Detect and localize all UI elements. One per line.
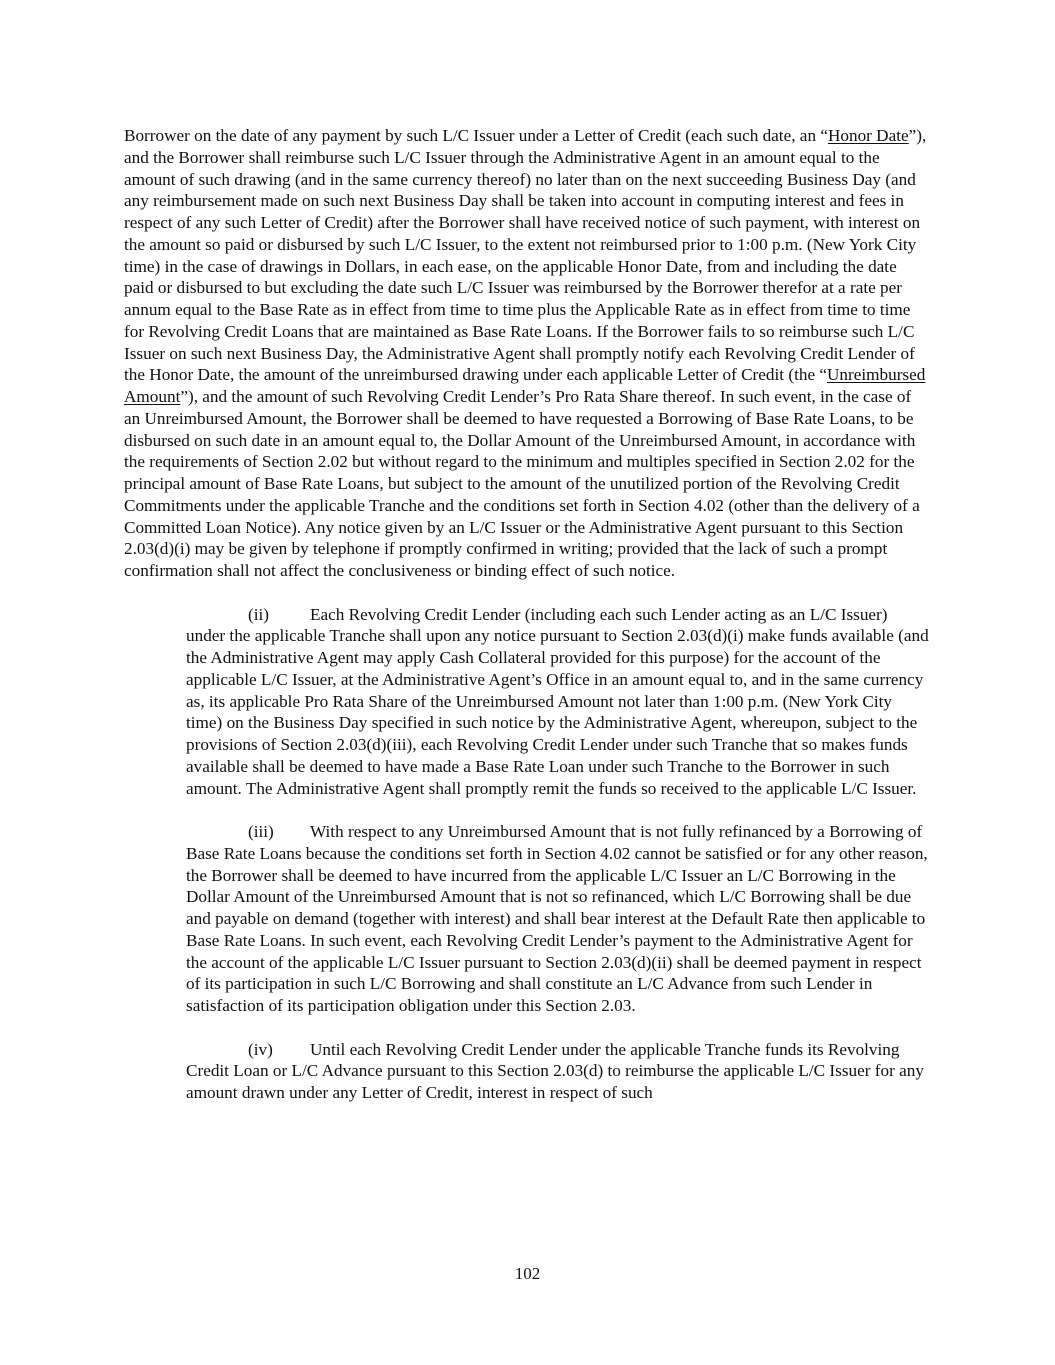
subparagraph-numeral: (ii): [248, 604, 269, 624]
page-number: 102: [514, 1264, 541, 1283]
subparagraph-iv: [186, 1039, 930, 1104]
document-body: [124, 125, 930, 1104]
paragraph-text: Borrower on the date of any payment by such L/C Issuer under a Letter of Credit (each such date, an “: [124, 126, 828, 145]
subparagraph-numeral: (iii): [248, 822, 274, 841]
paragraph-text: ”), and the Borrower shall reimburse such L/C Issuer through the Administrative Agent in an amount equal to the amount of such drawing (and in the same currency thereof) no later than on the next succeeding Business Day (and any reimbursement made on such next Business Day shall be taken into account in computing interest and fees in respect of any such Letter of Credit) after the Borrower shall have received notice of such payment, with interest on the amount so paid or disbursed by such L/C Issuer, to the extent not reimbursed prior to 1:00 p.m. (New York City time) in the case of drawings in Dollars, in each ease, on the applicable Honor Date, from and including the date paid or disbursed to but excluding the date such L/C Issuer was reimbursed by the Borrower therefor at a rate per annum equal to the Base Rate as in effect from time to time plus the Applicable Rate as in effect from time to time for Revolving Credit Loans that are maintained as Base Rate Loans. If the Borrower fails to so reimburse such L/C Issuer on such next Business Day, the Administrative Agent shall promptly notify each Revolving Credit Lender of the Honor Date, the amount of the unreimbursed drawing under each applicable Letter of Credit (the “: [124, 126, 927, 385]
subparagraph-text: Until each Revolving Credit Lender under the applicable Tranche funds its Revolving Credit Loan or L/C Advance pursuant to this Section 2.03(d) to reimburse the applicable L/C Issuer for any amount drawn under any Letter of Credit, interest in respect of such: [186, 1039, 924, 1102]
defined-term-unreimbursed-amount: Unreimbursed Amount: [124, 365, 926, 406]
defined-term-honor-date: Honor Date: [827, 126, 909, 145]
subparagraph-ii: [186, 604, 930, 800]
paragraph-continuation: [124, 125, 930, 582]
subparagraph-iii: [186, 821, 930, 1017]
subparagraph-numeral: (iv): [248, 1039, 273, 1059]
subparagraph-text: Each Revolving Credit Lender (including each such Lender acting as an L/C Issuer) under the applicable Tranche shall upon any notice pursuant to Section 2.03(d)(i) make funds available (and the Administrative Agent may apply Cash Collateral provided for this purpose) for the account of the applicable L/C Issuer, at the Administrative Agent’s Office in an amount equal to, and in the same currency as, its applicable Pro Rata Share of the Unreimbursed Amount not later than 1:00 p.m. (New York City time) on the Business Day specified in such notice by the Administrative Agent, whereupon, subject to the provisions of Section 2.03(d)(iii), each Revolving Credit Lender under such Tranche that so makes funds available shall be deemed to have made a Base Rate Loan under such Tranche to the Borrower in such amount. The Administrative Agent shall promptly remit the funds so received to the applicable L/C Issuer.: [186, 604, 929, 798]
paragraph-text: ”), and the amount of such Revolving Credit Lender’s Pro Rata Share thereof. In such event, in the case of an Unreimbursed Amount, the Borrower shall be deemed to have requested a Borrowing of Base Rate Loans, to be disbursed on such date in an amount equal to, the Dollar Amount of the Unreimbursed Amount, in accordance with the requirements of Section 2.02 but without regard to the minimum and multiples specified in Section 2.02 for the principal amount of Base Rate Loans, but subject to the amount of the unutilized portion of the Revolving Credit Commitments under the applicable Tranche and the conditions set forth in Section 4.02 (other than the delivery of a Committed Loan Notice). Any notice given by an L/C Issuer or the Administrative Agent pursuant to this Section 2.03(d)(i) may be given by telephone if promptly confirmed in writing; provided that the lack of such a prompt confirmation shall not affect the conclusiveness or binding effect of such notice.: [124, 387, 920, 580]
subparagraph-text: With respect to any Unreimbursed Amount that is not fully refinanced by a Borrowing of Base Rate Loans because the conditions set forth in Section 4.02 cannot be satisfied or for any other reason, the Borrower shall be deemed to have incurred from the applicable L/C Issuer an L/C Borrowing in the Dollar Amount of the Unreimbursed Amount that is not so refinanced, which L/C Borrowing shall be due and payable on demand (together with interest) and shall bear interest at the Default Rate then applicable to Base Rate Loans. In such event, each Revolving Credit Lender’s payment to the Administrative Agent for the account of the applicable L/C Issuer pursuant to Section 2.03(d)(ii) shall be deemed payment in respect of its participation in such L/C Borrowing and shall constitute an L/C Advance from such Lender in satisfaction of its participation obligation under this Section 2.03.: [186, 822, 928, 1015]
